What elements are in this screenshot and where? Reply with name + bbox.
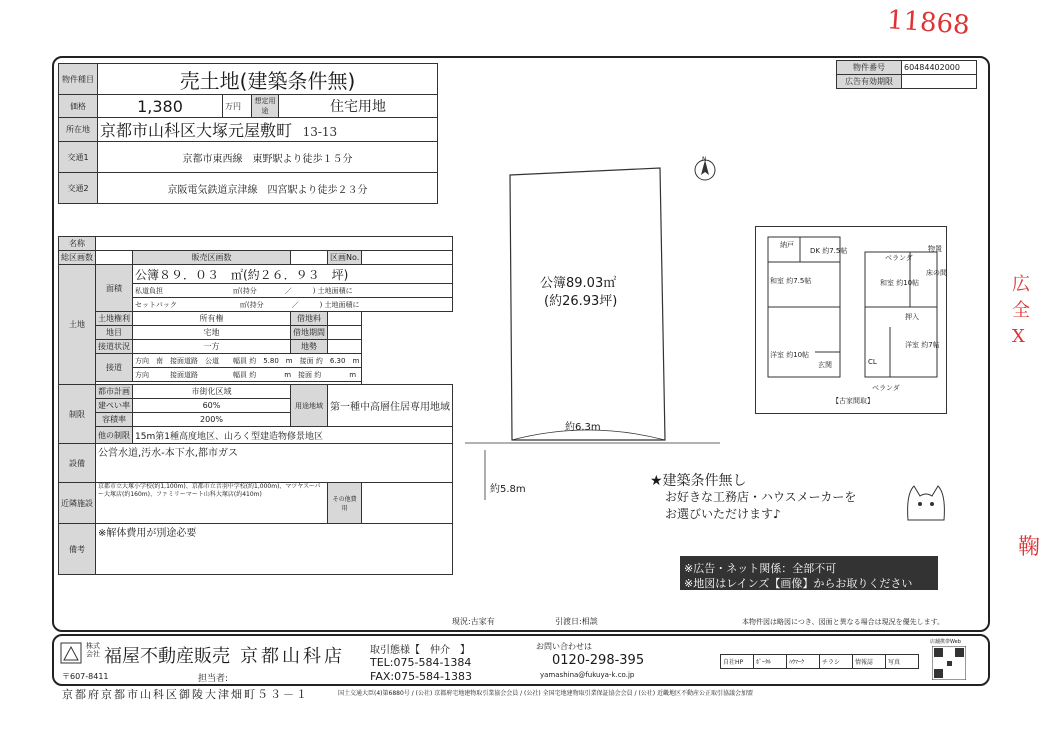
property-id-value: 60484402000 bbox=[902, 61, 977, 75]
promo-line-2: お好きな工務店・ハウスメーカーを bbox=[665, 490, 857, 504]
road-row-2: 方向 接面道路 幅員 約 m 接面 約 m bbox=[133, 368, 362, 382]
room-storage: 物置 bbox=[928, 245, 942, 253]
address-value: 京都市山科区大塚元屋敷町 bbox=[100, 121, 293, 140]
room-tokonoma: 床の間 bbox=[926, 269, 947, 277]
land-right-label: 土地権利 bbox=[96, 312, 133, 326]
plot-area-line-1: 公簿89.03㎡ bbox=[540, 276, 617, 291]
plot-area-line-2: (約26.93坪) bbox=[544, 294, 618, 309]
handwritten-address-suffix: 13-13 bbox=[302, 125, 338, 139]
transport2-label: 交通2 bbox=[59, 173, 98, 204]
room-cl: CL bbox=[868, 358, 877, 366]
name-value bbox=[96, 237, 453, 251]
price-label: 価格 bbox=[59, 95, 98, 118]
use-value: 住宅用地 bbox=[279, 95, 438, 118]
stamp-photo: 写真 bbox=[886, 655, 919, 669]
lease-fee-label: 借地料 bbox=[290, 312, 327, 326]
type-value: 売土地(建築条件無) bbox=[98, 64, 438, 95]
road-label: 接道 bbox=[96, 354, 133, 382]
remarks-value: ※解体費用が別途必要 bbox=[96, 524, 453, 575]
lease-period-value bbox=[327, 326, 361, 340]
road-status-label: 接道状況 bbox=[96, 340, 133, 354]
ad-expiry-value bbox=[902, 75, 977, 89]
mode-label: 取引態様【 仲介 】 bbox=[370, 645, 470, 656]
handwritten-char: 鞠 bbox=[1018, 535, 1041, 560]
terrain-label: 地勢 bbox=[290, 340, 327, 354]
company-logo-icon bbox=[60, 642, 82, 664]
bcr-value: 60% bbox=[133, 399, 291, 413]
facility-value: 公営水道,汚水-本下水,都市ガス bbox=[96, 444, 453, 483]
room-genkan: 玄関 bbox=[818, 361, 832, 369]
stamp-homemark: ﾊｳﾏｰｸ bbox=[787, 655, 820, 669]
address-label: 所在地 bbox=[59, 118, 98, 142]
terrain-value bbox=[327, 340, 361, 354]
company-prefix: 株式会社 bbox=[86, 642, 100, 658]
sales-lots-value bbox=[290, 251, 327, 265]
room-oshiire: 押入 bbox=[905, 313, 919, 321]
lease-fee-value bbox=[327, 312, 361, 326]
notice-1: ※広告・ネット関係：全部不可 bbox=[684, 562, 837, 575]
email-address: yamashina@fukuya-k.co.jp bbox=[540, 671, 635, 679]
stamp-hp: 自社HP bbox=[721, 655, 754, 669]
room-yoshitsu-2: 洋室 約7帖 bbox=[905, 341, 940, 349]
freecall-number: 0120-298-395 bbox=[552, 653, 645, 668]
room-nando: 納戸 bbox=[780, 241, 794, 249]
north-label: N bbox=[702, 156, 707, 163]
area-label: 面積 bbox=[96, 265, 133, 312]
city-plan-value: 市街化区域 bbox=[133, 385, 291, 399]
property-id-label: 物件番号 bbox=[837, 61, 902, 75]
handover-date: 引渡日:相談 bbox=[555, 617, 598, 626]
land-label: 土地 bbox=[59, 265, 96, 385]
road-row-1: 方向 南 接面道路 公道 幅員 約 5.80 m 接面 約 6.30 m bbox=[133, 354, 362, 368]
road-status-value: 一方 bbox=[133, 340, 291, 354]
fax-number: FAX:075-584-1383 bbox=[370, 670, 473, 683]
disclaimer: 本物件図は略図につき、図面と異なる場合は現況を優先します。 bbox=[742, 618, 945, 626]
price-unit: 万円 bbox=[223, 95, 252, 118]
stamp-flyer: チラシ bbox=[820, 655, 853, 669]
other-restriction-value: 15m第1種高度地区、山ろく型建造物修景地区 bbox=[133, 427, 453, 444]
transport1-label: 交通1 bbox=[59, 142, 98, 173]
license-info: 国土交通大臣(4)第6880号 / (公社) 京都府宅地建物取引業協会会員 / (公社) 全国宅地建物取引業保証協会会員 / (公社) 近畿地区不動産公正取引協議会加盟 bbox=[338, 690, 754, 697]
zone-label: 用途地域 bbox=[290, 385, 327, 427]
room-veranda-1: ベランダ bbox=[885, 254, 913, 262]
type-label: 物件種目 bbox=[59, 64, 98, 95]
road-width-label: 約5.8m bbox=[490, 484, 526, 495]
header-table bbox=[58, 63, 438, 204]
other-fee-value bbox=[362, 483, 453, 524]
handwritten-number: 11868 bbox=[886, 5, 971, 41]
sales-lots-label: 販売区画数 bbox=[133, 251, 291, 265]
promo-line-3: お選びいただけます♪ bbox=[665, 507, 781, 521]
far-label: 容積率 bbox=[96, 413, 133, 427]
transport2-value: 京阪電気鉄道京津線 四宮駅より徒歩２３分 bbox=[98, 173, 438, 204]
land-category-label: 地目 bbox=[96, 326, 133, 340]
name-label: 名称 bbox=[59, 237, 96, 251]
zip-code: 〒607-8411 bbox=[62, 672, 109, 681]
promo-headline: ★建築条件無し bbox=[650, 473, 747, 489]
agent-label: 担当者: bbox=[198, 674, 229, 684]
area-value: 公簿８９．０３ ㎡(約２６．９３ 坪) bbox=[133, 265, 453, 284]
other-restriction-label: 他の制限 bbox=[96, 427, 133, 444]
price-value: 1,380 bbox=[98, 95, 223, 118]
lot-no-label: 区画No. bbox=[327, 251, 361, 265]
setback: セットバック ㎡(持分 ／ ) 土地面積に bbox=[133, 298, 453, 312]
contact-label: お問い合わせは bbox=[536, 642, 592, 651]
media-stamp-table bbox=[720, 654, 919, 669]
land-right-value: 所有権 bbox=[133, 312, 291, 326]
qr-label: 店舗携帯Web bbox=[930, 639, 961, 645]
transport1-value: 京都市東西線 東野駅より徒歩１５分 bbox=[98, 142, 438, 173]
notice-2: ※地図はレインズ【画像】からお取りください bbox=[684, 577, 913, 590]
qr-code-icon bbox=[932, 646, 966, 680]
room-washitsu-2: 和室 約10帖 bbox=[880, 279, 920, 287]
room-dk: DK 約7.5帖 bbox=[810, 247, 848, 255]
lot-no-value bbox=[362, 251, 453, 265]
bcr-label: 建ぺい率 bbox=[96, 399, 133, 413]
nearby-value: 京都市立大塚小学校(約1,100m)、京都市立音羽中学校(約1,000m)、マツヤスーパー大塚店(約160m)、ファミリーマート山科大塚店(約410m) bbox=[96, 483, 328, 524]
tel-number: TEL:075-584-1384 bbox=[370, 656, 472, 669]
property-id-table bbox=[836, 60, 977, 89]
remarks-label: 備考 bbox=[59, 524, 96, 575]
floorplan-caption: 【古家間取】 bbox=[832, 397, 874, 405]
branch-name: 京都山科店 bbox=[240, 646, 345, 667]
other-fee-label: その他費用 bbox=[327, 483, 361, 524]
lease-period-label: 借地期間 bbox=[290, 326, 327, 340]
stamp-magazine: 情報誌 bbox=[853, 655, 886, 669]
facility-label: 設備 bbox=[59, 444, 96, 483]
ad-expiry-label: 広告有効期限 bbox=[837, 75, 902, 89]
room-veranda-2: ベランダ bbox=[872, 384, 900, 392]
stamp-portal: ﾎﾟｰﾀﾙ bbox=[754, 655, 787, 669]
company-address: 京都府京都市山科区御陵大津畑町５３－１ bbox=[62, 688, 309, 701]
cat-mascot-icon bbox=[902, 480, 950, 524]
zone-value: 第一種中高層住居専用地域 bbox=[327, 385, 452, 427]
private-road: 私道負担 ㎡(持分 ／ ) 土地面積に bbox=[133, 284, 453, 298]
restriction-label: 制限 bbox=[59, 385, 96, 444]
land-category-value: 宅地 bbox=[133, 326, 291, 340]
current-status: 現況:古家有 bbox=[452, 617, 495, 626]
total-lots-label: 総区画数 bbox=[59, 251, 96, 265]
total-lots-value bbox=[96, 251, 133, 265]
city-plan-label: 都市計画 bbox=[96, 385, 133, 399]
far-value: 200% bbox=[133, 413, 291, 427]
nearby-label: 近隣施設 bbox=[59, 483, 96, 524]
handwritten-note: 広 全X bbox=[1012, 274, 1030, 347]
address-cell bbox=[98, 118, 438, 142]
company-name: 福屋不動産販売 bbox=[104, 646, 230, 667]
room-washitsu-1: 和室 約7.5帖 bbox=[770, 277, 812, 285]
room-yoshitsu-1: 洋室 約10帖 bbox=[770, 351, 810, 359]
plot-width-label: 約6.3m bbox=[565, 422, 601, 433]
plot-drawing bbox=[460, 150, 740, 510]
use-label: 想定用途 bbox=[252, 95, 279, 118]
spec-table bbox=[58, 236, 453, 575]
